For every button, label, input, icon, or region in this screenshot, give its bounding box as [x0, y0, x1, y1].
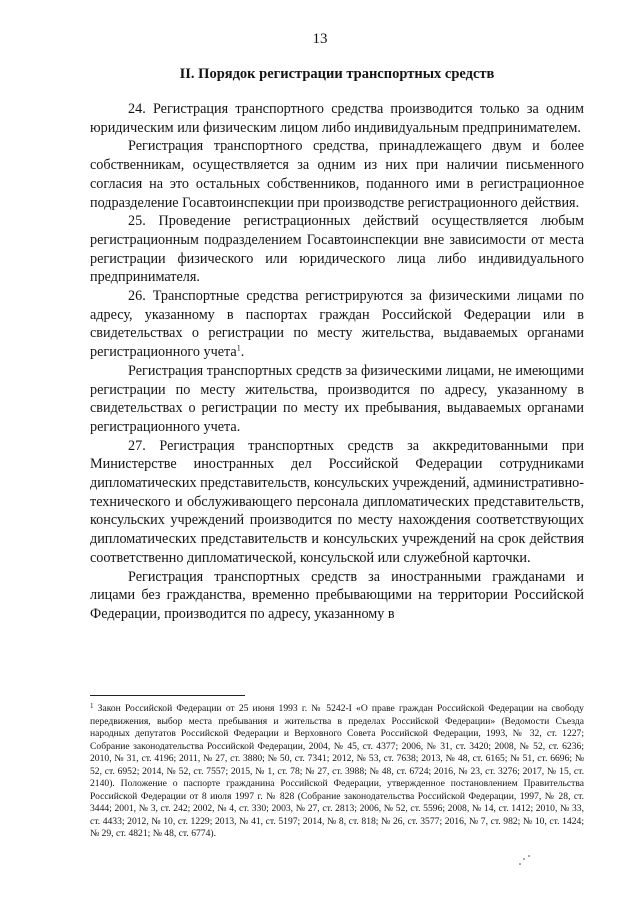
paragraph-text: Регистрация транспортных средств за аккредитованными при Министерстве иностранных дел Российской Федерации сотрудниками дипломатических представительств, консульских учреждений, административно-технического и обслуживающего персонала дипломатических представительств, консульских учреждений производится по месту нахождения соответствующих дипломатических представительств и консульских учреждений на срок действия соответственно дипломатической, консульской или служебной карточки. — [90, 437, 584, 566]
section-title: II. Порядок регистрации транспортных средств — [179, 66, 495, 82]
scan-speck — [519, 855, 531, 865]
paragraph-number: 26. — [128, 288, 146, 305]
paragraph-text: Регистрация транспортного средства, принадлежащего двум и более собственникам, осуществляется за одним из них при наличии письменного согласия на это остальных собственников, поданного ими в регистрационное подразделение Госавтоинспекции при производстве регистрационного действия. — [90, 138, 584, 211]
body-text — [90, 100, 584, 624]
paragraph-25 — [90, 212, 584, 287]
footnote-separator — [90, 695, 245, 696]
paragraph-text: Регистрация транспортных средств за иностранными гражданами и лицами без гражданства, временно пребывающими на территории Российской Федерации, производится по адресу, указанному в — [90, 568, 584, 622]
paragraph-27 — [90, 437, 584, 568]
paragraph-tail: . — [240, 344, 245, 361]
paragraph-number: 25. — [128, 213, 146, 230]
footnote-reference: 1 — [236, 343, 241, 353]
paragraph-text: Регистрация транспортного средства производится только за одним юридическим или физическим лицом либо индивидуальным предпринимателем. — [90, 101, 585, 136]
footnote — [90, 703, 584, 841]
paragraph-27-continued — [90, 568, 584, 624]
paragraph-number: 27. — [128, 437, 146, 454]
paragraph-text: Проведение регистрационных действий осуществляется любым регистрационным подразделением Госавтоинспекции вне зависимости от места регистрации физического или юридического лица либо индивидуального предпринимателя. — [90, 213, 585, 286]
paragraph-text: Транспортные средства регистрируются за физическими лицами по адресу, указанному в паспортах граждан Российской Федерации или в свидетельствах о регистрации по месту жительства, выдаваемых органами регистрационного учета — [90, 288, 584, 361]
footnote-mark: 1 — [90, 702, 94, 710]
paragraph-24-continued — [90, 137, 584, 212]
paragraph-number: 24. — [128, 101, 146, 117]
paragraph-26 — [90, 287, 584, 362]
paragraph-26-continued — [90, 362, 584, 437]
footnote-text: Закон Российской Федерации от 25 июня 1993 г. № 5242-I «О праве граждан Российской Федерации на свободу передвижения, выбор места пребывания и жительства в пределах Российской Федерации» (Ведомости Съезда народных депутатов Российской Федерации и Верховного Совета Российской Федерации, 1993, № 32, ст. 1227; Собрание законодательства Российской Федерации, 2004, № 45, ст. 4377; 2006, № 31, ст. 3420; 2008, № 52, ст. 6236; 2010, № 31, ст. 4196; 2011, № 27, ст. 3880; № 50, ст. 7341; 2012, № 53, ст. 7638; 2013, № 48, ст. 6165; № 51, ст. 6696; № 52, ст. 6952; 2014, № 52, ст. 7557; 2015, № 1, ст. 78; № 27, ст. 3988; № 48, ст. 6724; 2016, № 23, ст. 3276; 2017, № 15, ст. 2140). Положение о паспорте гражданина Российской Федерации, утвержденное постановлением Правительства Российской Федерации от 8 июля 1997 г. № 828 (Собрание законодательства Российской Федерации, 1997, № 28, ст. 3444; 2001, № 3, ст. 242; 2002, № 4, ст. 330; 2003, № 27, ст. 2813; 2006, № 52, ст. 5596; 2008, № 14, ст. 1412; 2010, № 33, ст. 4433; 2012, № 10, ст. 1229; 2013, № 41, ст. 5197; 2014, № 8, ст. 818; № 26, ст. 3577; 2016, № 7, ст. 982; № 10, ст. 1424; № 29, ст. 4821; № 48, ст. 6774). — [90, 703, 584, 839]
paragraph-24 — [90, 100, 584, 137]
paragraph-text: Регистрация транспортных средств за физическими лицами, не имеющими регистрации по месту жительства, производится по адресу, указанному в свидетельствах о регистрации по месту их пребывания, выдаваемых органами регистрационного учета. — [90, 362, 584, 435]
page-number: 13 — [312, 31, 328, 47]
